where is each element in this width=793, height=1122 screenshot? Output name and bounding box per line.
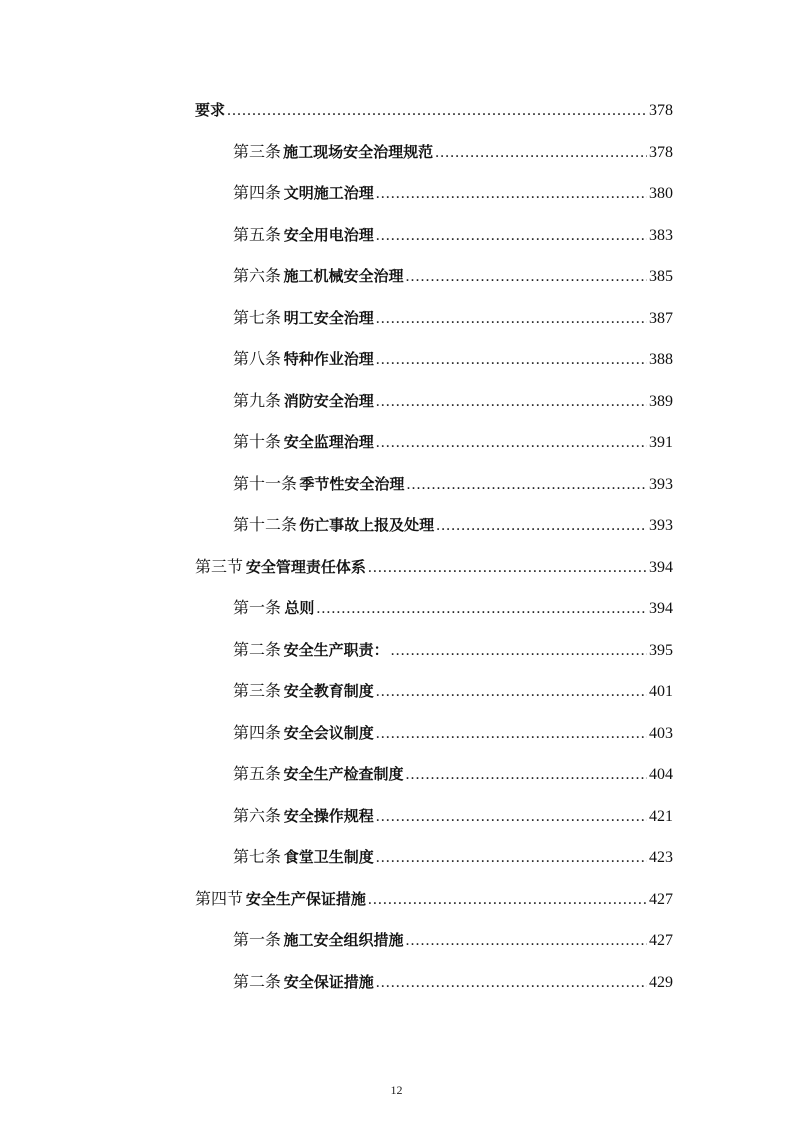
footer-page-number: 12	[390, 1083, 403, 1097]
toc-entry-title: 安全生产职责：	[283, 641, 389, 659]
toc-entry-number: 第三条	[233, 144, 282, 161]
toc-entry-page-number: 423	[649, 849, 673, 866]
toc-entry-title: 安全教育制度	[283, 682, 374, 700]
toc-dot-leader	[316, 597, 647, 621]
toc-entry-title: 安全管理责任体系	[245, 558, 366, 576]
toc-dot-leader	[376, 307, 647, 331]
toc-entry[interactable]	[233, 928, 673, 952]
toc-entry-page-number: 385	[649, 268, 673, 285]
toc-entry-page-number: 427	[649, 932, 673, 949]
toc-entry[interactable]	[233, 596, 673, 620]
toc-entry-number: 第七条	[233, 849, 282, 866]
toc-entry-title: 伤亡事故上报及处理	[299, 516, 435, 534]
toc-entry-page-number: 403	[649, 725, 673, 742]
toc-dot-leader	[376, 971, 647, 995]
toc-entry-title: 安全用电治理	[283, 226, 374, 244]
toc-entry[interactable]	[233, 845, 673, 869]
toc-entry[interactable]	[233, 679, 673, 703]
toc-entry[interactable]	[233, 513, 673, 537]
toc-entry-number: 第三节	[195, 559, 244, 576]
toc-entry-number: 第一条	[233, 600, 282, 617]
toc-entry-page-number: 421	[649, 808, 673, 825]
toc-entry-title: 施工安全组织措施	[283, 931, 404, 949]
toc-entry-page-number: 387	[649, 310, 673, 327]
toc-dot-leader	[376, 722, 647, 746]
toc-entry[interactable]	[233, 970, 673, 994]
toc-dot-leader	[368, 556, 647, 580]
toc-dot-leader	[405, 265, 647, 289]
toc-entry-page-number: 378	[649, 144, 673, 161]
toc-dot-leader	[368, 888, 647, 912]
toc-entry-title: 施工现场安全治理规范	[283, 143, 434, 161]
toc-entry-title: 消防安全治理	[283, 392, 374, 410]
toc-entry-number: 第二条	[233, 974, 282, 991]
toc-entry-page-number: 383	[649, 227, 673, 244]
toc-entry-title: 安全生产检查制度	[283, 765, 404, 783]
toc-entry-number: 第五条	[233, 227, 282, 244]
toc-entry-title: 安全保证措施	[283, 973, 374, 991]
toc-entry[interactable]	[195, 887, 673, 911]
toc-dot-leader	[435, 141, 647, 165]
toc-dot-leader	[376, 846, 647, 870]
toc-entry[interactable]	[233, 721, 673, 745]
toc-entry-page-number: 429	[649, 974, 673, 991]
toc-entry-title: 文明施工治理	[283, 184, 374, 202]
toc-entry-page-number: 394	[649, 600, 673, 617]
toc-entry-title: 总则	[284, 599, 315, 617]
toc-entry-page-number: 380	[649, 185, 673, 202]
toc-entry-page-number: 393	[649, 517, 673, 534]
toc-entry[interactable]	[233, 181, 673, 205]
toc-entry-page-number: 391	[649, 434, 673, 451]
toc-entry[interactable]	[233, 638, 673, 662]
toc-entry-number: 第四条	[233, 725, 282, 742]
toc-entry-title: 安全会议制度	[283, 724, 374, 742]
toc-entry-number: 第九条	[233, 393, 282, 410]
toc-entry-number: 第四节	[195, 891, 244, 908]
toc-entry[interactable]	[233, 347, 673, 371]
toc-entry[interactable]	[195, 555, 673, 579]
toc-dot-leader	[376, 431, 647, 455]
toc-entry-title: 明工安全治理	[283, 309, 374, 327]
toc-entry-page-number: 378	[649, 102, 673, 119]
toc-entry-number: 第七条	[233, 310, 282, 327]
toc-entry-page-number: 388	[649, 351, 673, 368]
toc-entry-page-number: 389	[649, 393, 673, 410]
toc-entry[interactable]	[195, 98, 673, 122]
toc-dot-leader	[391, 639, 647, 663]
toc-entry-page-number: 401	[649, 683, 673, 700]
toc-entry[interactable]	[233, 472, 673, 496]
toc-dot-leader	[376, 680, 647, 704]
toc-entry-page-number: 404	[649, 766, 673, 783]
toc-dot-leader	[376, 390, 647, 414]
toc-entry-page-number: 395	[649, 642, 673, 659]
toc-entry-number: 第五条	[233, 766, 282, 783]
toc-dot-leader	[227, 99, 647, 123]
toc-entry[interactable]	[233, 223, 673, 247]
toc-entry-number: 第一条	[233, 932, 282, 949]
toc-entry-number: 第三条	[233, 683, 282, 700]
toc-dot-leader	[406, 473, 647, 497]
toc-entry[interactable]	[233, 804, 673, 828]
toc-entry-number: 第十条	[233, 434, 282, 451]
toc-entry-title: 食堂卫生制度	[283, 848, 374, 866]
toc-dot-leader	[376, 805, 647, 829]
toc-entry-page-number: 393	[649, 476, 673, 493]
toc-dot-leader	[376, 224, 647, 248]
toc-entry[interactable]	[233, 389, 673, 413]
toc-entry-number: 第二条	[233, 642, 282, 659]
toc-entry-title: 季节性安全治理	[299, 475, 405, 493]
toc-entry-number: 第十一条	[233, 476, 298, 493]
toc-entry[interactable]	[233, 430, 673, 454]
toc-entry-page-number: 394	[649, 559, 673, 576]
toc-entry-number: 第六条	[233, 808, 282, 825]
toc-entry-page-number: 427	[649, 891, 673, 908]
toc-dot-leader	[436, 514, 647, 538]
toc-entry[interactable]	[233, 306, 673, 330]
toc-dot-leader	[405, 929, 647, 953]
toc-entry-title: 特种作业治理	[283, 350, 374, 368]
toc-entry-number: 第八条	[233, 351, 282, 368]
toc-entry-number: 第六条	[233, 268, 282, 285]
toc-entry-title: 要求	[195, 101, 226, 119]
toc-entry-title: 安全生产保证措施	[245, 890, 366, 908]
toc-entry-number: 第四条	[233, 185, 282, 202]
toc-dot-leader	[376, 182, 647, 206]
toc-entry-title: 施工机械安全治理	[283, 267, 404, 285]
toc-entry[interactable]	[233, 140, 673, 164]
toc-entry-title: 安全监理治理	[283, 433, 374, 451]
toc-entry[interactable]	[233, 264, 673, 288]
toc-entry-title: 安全操作规程	[283, 807, 374, 825]
toc-dot-leader	[405, 763, 647, 787]
toc-entry-number: 第十二条	[233, 517, 298, 534]
toc-entry[interactable]	[233, 762, 673, 786]
toc-dot-leader	[376, 348, 647, 372]
